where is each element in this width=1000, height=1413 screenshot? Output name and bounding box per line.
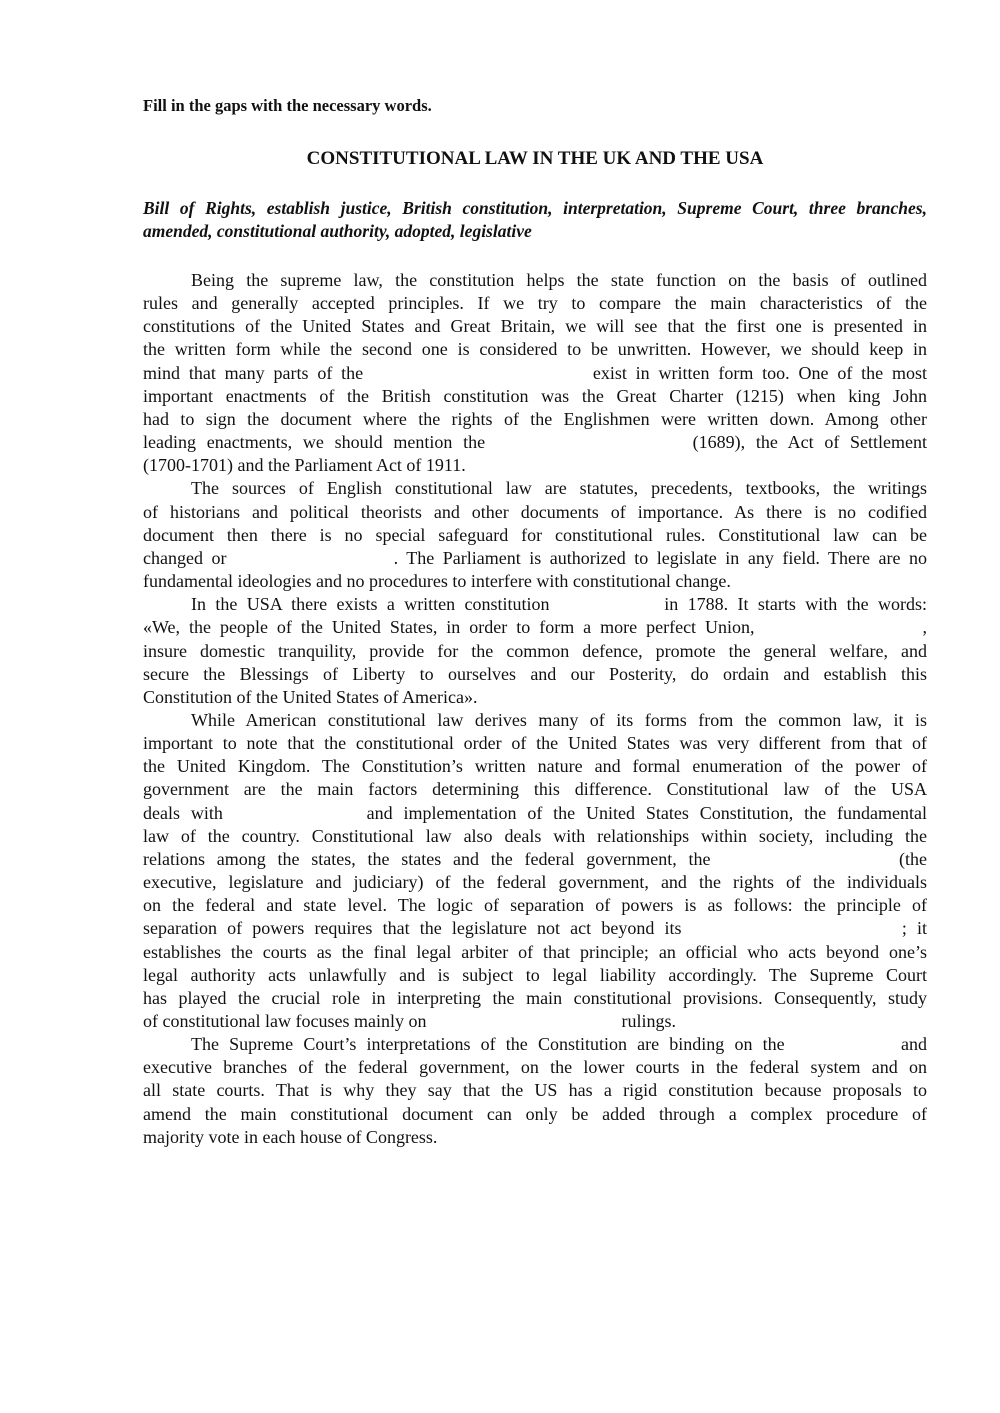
text-segment: In the USA there exists a written constitution xyxy=(191,594,550,615)
gap-input-g8[interactable] xyxy=(692,924,892,941)
text-segment: law of the country. Constitutional law also deals with relationships within society, including the xyxy=(143,825,927,846)
text-line xyxy=(143,385,927,408)
text-line xyxy=(143,802,927,825)
text-segment: (1689), the Act of Settlement xyxy=(692,432,927,453)
text-segment: has played the crucial role in interpreting the main constitutional provisions. Consequently, study xyxy=(143,987,927,1008)
text-segment: legal authority acts unlawfully and is subject to legal liability accordingly. The Supreme Court xyxy=(143,964,927,985)
text-line xyxy=(143,362,927,385)
text-segment: exist in written form too. One of the most xyxy=(592,362,927,383)
text-line xyxy=(143,593,927,616)
text-segment: secure the Blessings of Liberty to ourselves and our Posterity, do ordain and establish this xyxy=(143,663,927,684)
text-line xyxy=(143,894,927,917)
text-line xyxy=(143,1033,927,1056)
paragraph xyxy=(143,593,927,709)
text-line xyxy=(143,454,927,477)
text-segment: leading enactments, we should mention the xyxy=(143,432,486,453)
text-segment: relations among the states, the states and the federal government, the xyxy=(143,848,711,869)
gap-input-g2[interactable] xyxy=(496,438,682,455)
text-line xyxy=(143,1056,927,1079)
text-line xyxy=(143,408,927,431)
text-line xyxy=(143,338,927,361)
text-segment: and xyxy=(901,1034,927,1055)
text-segment: , xyxy=(922,617,927,638)
text-segment: Being the supreme law, the constitution helps the state function on the basis of outlined xyxy=(191,270,927,290)
text-line xyxy=(143,917,927,940)
text-line xyxy=(143,755,927,778)
text-line xyxy=(143,964,927,987)
text-segment: insure domestic tranquility, provide for the common defence, promote the general welfare, and xyxy=(143,640,927,661)
paragraph xyxy=(143,1033,927,1149)
text-line xyxy=(143,1079,927,1102)
page-title: CONSTITUTIONAL LAW IN THE UK AND THE USA xyxy=(306,148,764,169)
text-segment: While American constitutional law derives many of its forms from the common law, it is xyxy=(191,709,927,730)
text-line xyxy=(143,1103,927,1126)
text-line xyxy=(143,640,927,663)
text-line xyxy=(143,1010,927,1033)
text-segment: establishes the courts as the final legal arbiter of that principle; an official who acts beyond one’s xyxy=(143,941,927,962)
text-line xyxy=(143,616,927,639)
gap-input-g7[interactable] xyxy=(722,854,887,871)
text-line xyxy=(143,501,927,524)
text-segment: separation of powers requires that the legislature not act beyond its xyxy=(143,918,682,939)
text-line xyxy=(143,941,927,964)
gap-input-g10[interactable] xyxy=(795,1040,891,1057)
text-segment: rules and generally accepted principles. If we try to compare the main characteristics of the xyxy=(143,293,927,314)
text-line xyxy=(143,431,927,454)
text-segment: . The Parliament is authorized to legislate in any field. There are no xyxy=(393,547,927,568)
text-segment: Constitution of the United States of America». xyxy=(143,686,478,707)
text-segment: mind that many parts of the xyxy=(143,362,364,383)
word-bank: Bill of Rights, establish justice, British constitution, interpretation, Supreme Court, three branches, amended, constitutional authority, adopted, legislative xyxy=(143,198,927,241)
text-segment: document then there is no special safeguard for constitutional rules. Constitutional law can be xyxy=(143,524,927,545)
instruction: Fill in the gaps with the necessary words. xyxy=(143,96,432,115)
text-line xyxy=(143,778,927,801)
text-segment: important enactments of the British constitution was the Great Charter (1215) when king John xyxy=(143,385,927,406)
text-body xyxy=(143,269,927,1149)
text-segment: all state courts. That is why they say that the US has a rigid constitution because proposals to xyxy=(143,1080,927,1101)
gap-input-g6[interactable] xyxy=(234,808,356,825)
text-segment: changed or xyxy=(143,547,227,568)
text-line xyxy=(143,732,927,755)
text-line xyxy=(143,987,927,1010)
text-segment: fundamental ideologies and no procedures to interfere with constitutional change. xyxy=(143,571,731,592)
gap-input-g3[interactable] xyxy=(235,553,385,570)
text-segment: The Supreme Court’s interpretations of the Constitution are binding on the xyxy=(191,1034,785,1055)
text-segment: The sources of English constitutional law are statutes, precedents, textbooks, the writings xyxy=(191,478,927,499)
paragraph xyxy=(143,269,927,477)
text-line xyxy=(143,477,927,500)
text-segment: «We, the people of the United States, in order to form a more perfect Union, xyxy=(143,617,755,638)
text-segment: in 1788. It starts with the words: xyxy=(664,594,927,615)
text-line xyxy=(143,570,927,593)
paragraph xyxy=(143,477,927,593)
text-segment: important to note that the constitutional order of the United States was very different from that of xyxy=(143,733,927,754)
text-line xyxy=(143,709,927,732)
paragraph xyxy=(143,709,927,1033)
gap-input-g5[interactable] xyxy=(764,623,914,640)
gap-input-g4[interactable] xyxy=(559,600,655,617)
text-line xyxy=(143,686,927,709)
gap-input-g9[interactable] xyxy=(431,1017,617,1034)
text-line xyxy=(143,871,927,894)
text-line xyxy=(143,1126,927,1149)
text-segment: of constitutional law focuses mainly on xyxy=(143,1011,427,1031)
text-segment: amend the main constitutional document can only be added through a complex procedure of xyxy=(143,1103,927,1124)
text-line xyxy=(143,663,927,686)
text-segment: had to sign the document where the rights of the Englishmen were written down. Among other xyxy=(143,408,927,429)
text-segment: government are the main factors determining this difference. Constitutional law of the USA xyxy=(143,779,927,800)
text-segment: on the federal and state level. The logic of separation of powers is as follows: the principle of xyxy=(143,895,927,916)
text-segment: the written form while the second one is considered to be unwritten. However, we should keep in xyxy=(143,339,927,360)
text-segment: ; it xyxy=(901,918,927,939)
text-segment: and implementation of the United States Constitution, the fundamental xyxy=(366,802,927,823)
text-segment: majority vote in each house of Congress. xyxy=(143,1126,438,1147)
text-segment: the United Kingdom. The Constitution’s written nature and formal enumeration of the power of xyxy=(143,756,927,777)
text-segment: of historians and political theorists and other documents of importance. As there is no codified xyxy=(143,501,927,522)
text-segment: executive branches of the federal government, on the lower courts in the federal system and on xyxy=(143,1057,927,1078)
text-segment: deals with xyxy=(143,802,223,823)
text-segment: executive, legislature and judiciary) of the federal government, and the rights of the individuals xyxy=(143,872,927,893)
text-line xyxy=(143,524,927,547)
text-line xyxy=(143,315,927,338)
gap-input-g1[interactable] xyxy=(372,368,584,385)
text-segment: (1700-1701) and the Parliament Act of 1911. xyxy=(143,455,466,476)
text-segment: constitutions of the United States and Great Britain, we will see that the first one is presented in xyxy=(143,316,927,337)
text-line xyxy=(143,269,927,292)
text-line xyxy=(143,547,927,570)
text-segment: (the xyxy=(899,848,927,869)
text-segment: rulings. xyxy=(621,1011,676,1031)
text-line xyxy=(143,825,927,848)
text-line xyxy=(143,292,927,315)
text-line xyxy=(143,848,927,871)
